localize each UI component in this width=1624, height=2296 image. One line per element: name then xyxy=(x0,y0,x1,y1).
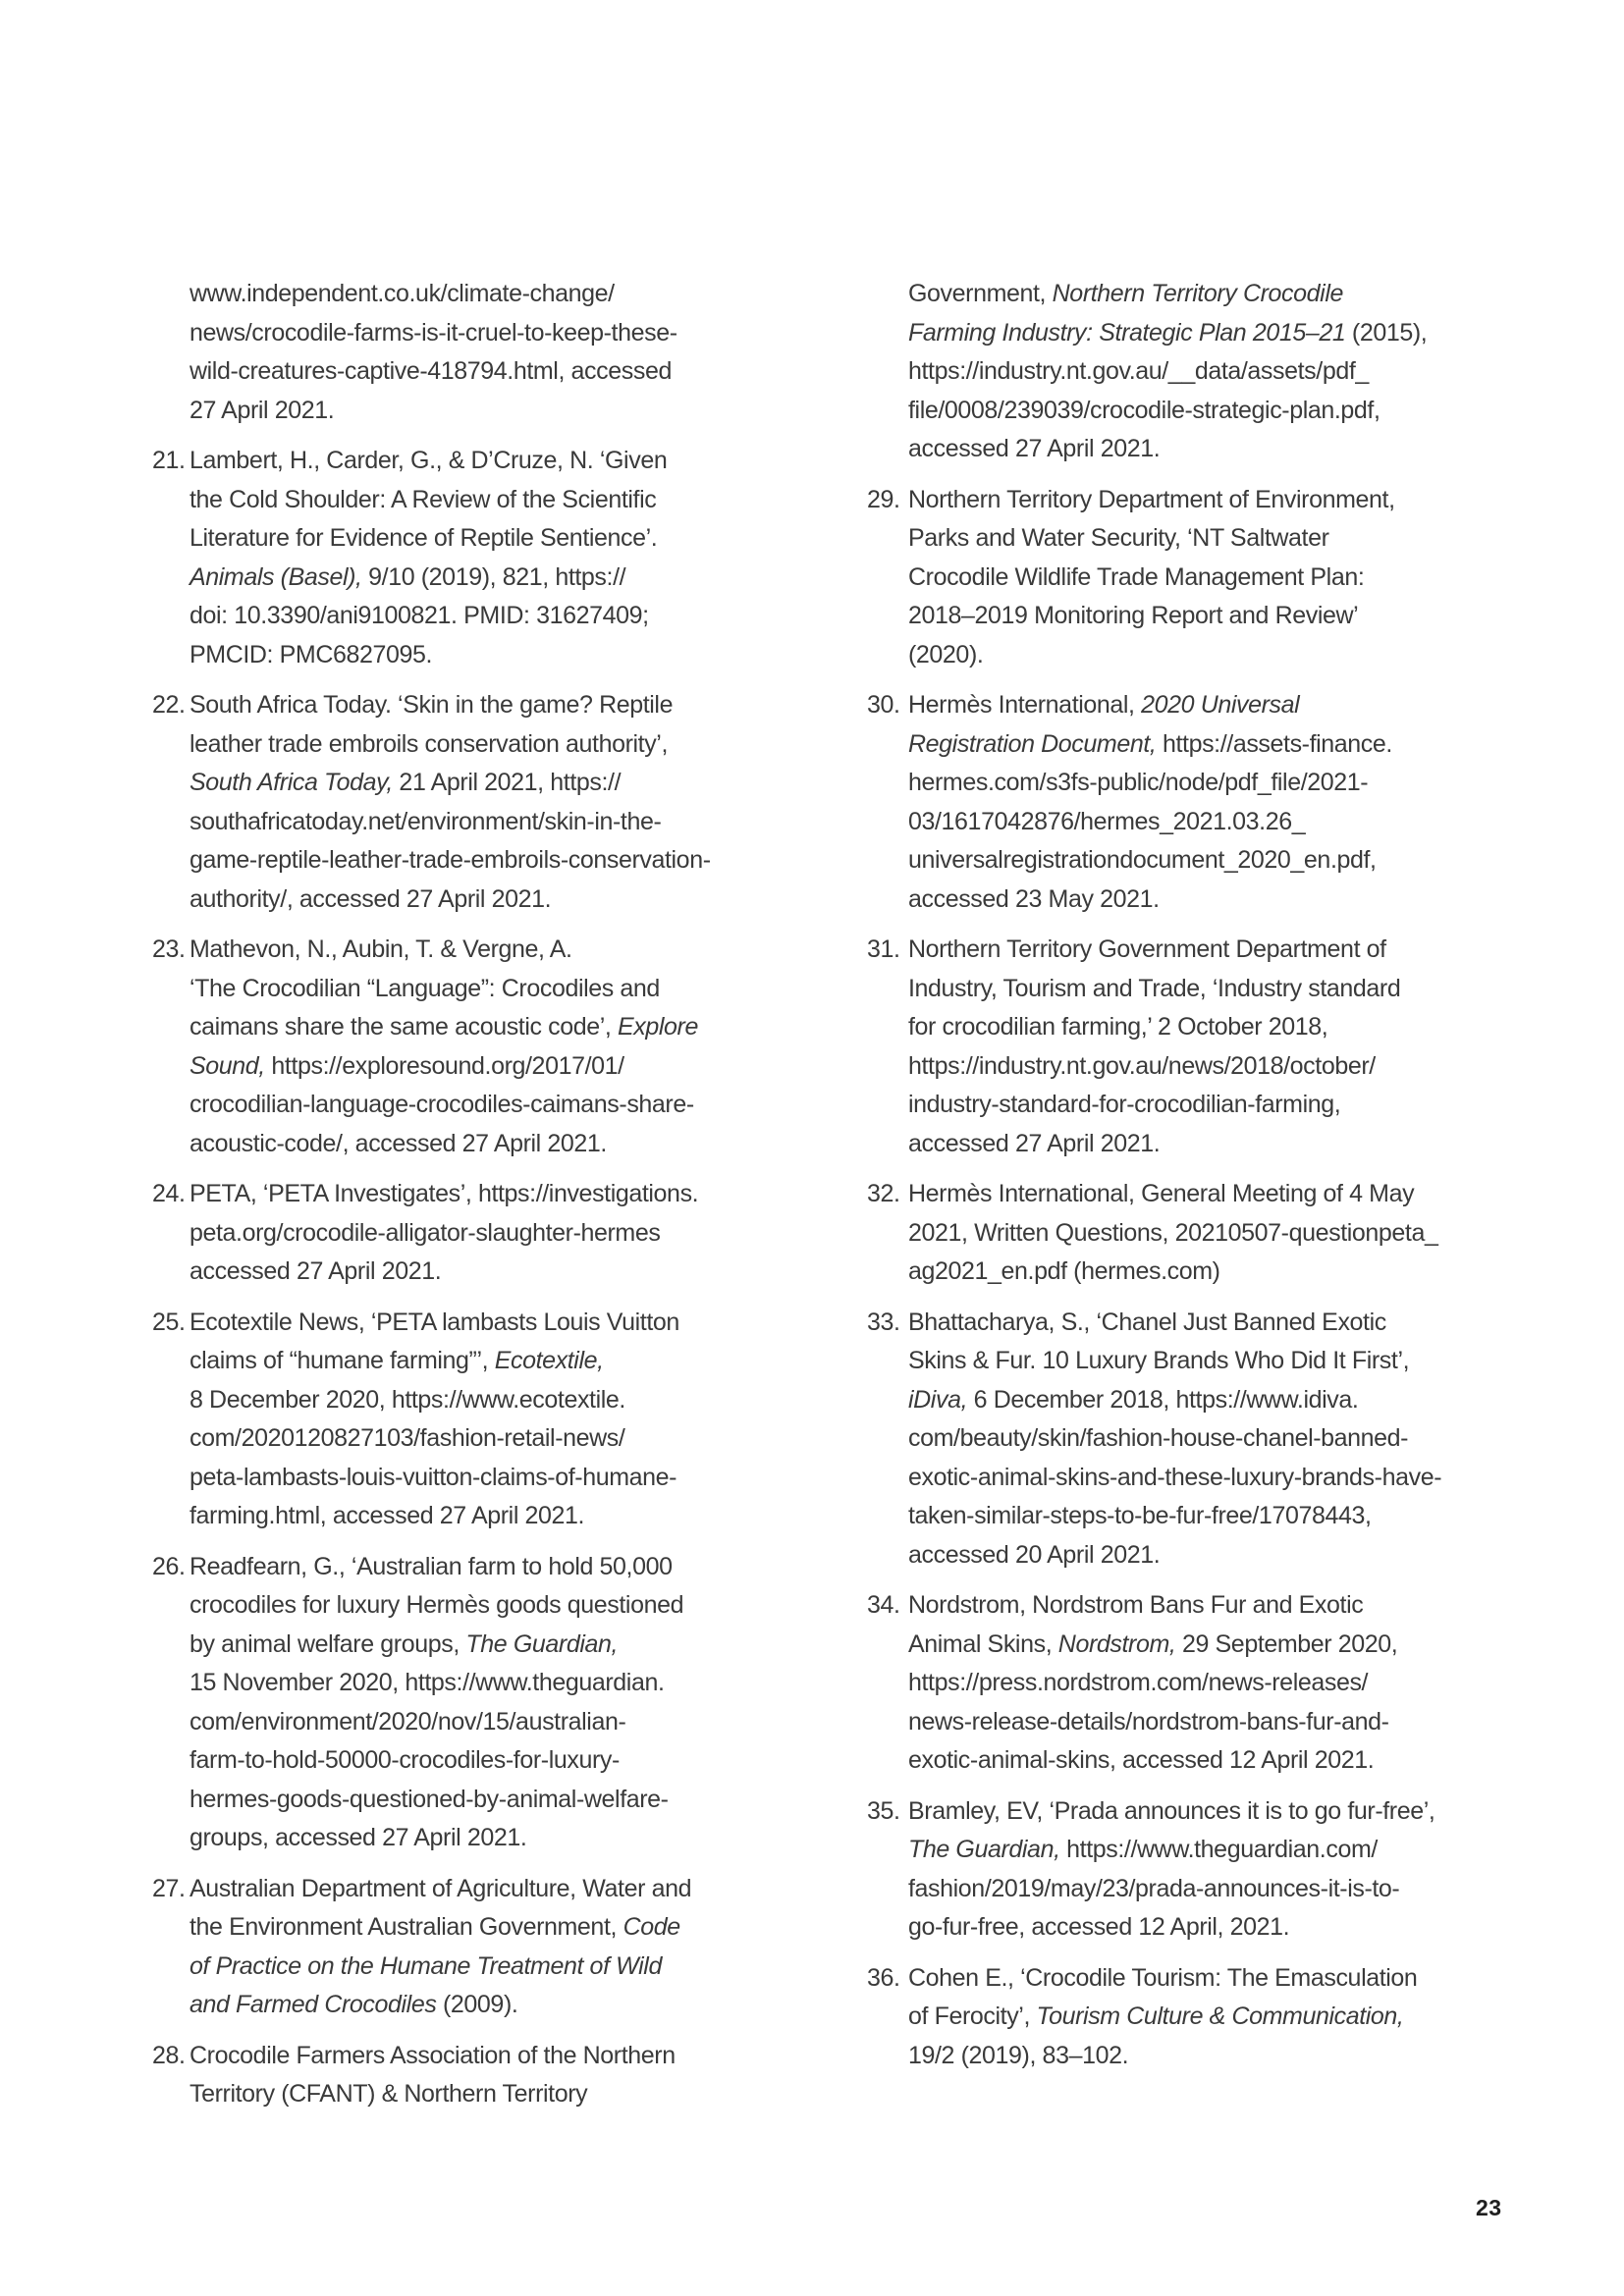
reference-text-italic: Explore xyxy=(618,1013,698,1041)
reference-text: industry-standard-for-crocodilian-farming, xyxy=(908,1091,1341,1118)
reference-entry xyxy=(152,931,854,1163)
references-left-column xyxy=(152,275,854,2126)
reference-text: hermes.com/s3fs-public/node/pdf_file/2021- xyxy=(908,769,1369,796)
reference-number: 26. xyxy=(152,1552,186,1580)
reference-line xyxy=(189,1008,854,1047)
reference-number: 33. xyxy=(867,1308,900,1336)
reference-line xyxy=(189,442,854,481)
reference-number: 32. xyxy=(867,1180,900,1207)
reference-text: accessed 27 April 2021. xyxy=(908,435,1161,462)
reference-text-italic: South Africa Today, xyxy=(189,769,393,796)
reference-text: Crocodile Wildlife Trade Management Plan: xyxy=(908,562,1365,591)
reference-line xyxy=(908,559,1594,598)
reference-text: authority/, accessed 27 April 2021. xyxy=(189,884,552,913)
reference-text: southafricatoday.net/environment/skin-in-the- xyxy=(189,807,662,835)
reference-text: hermes-goods-questioned-by-animal-welfare- xyxy=(189,1785,669,1813)
reference-text: farming.html, accessed 27 April 2021. xyxy=(189,1502,585,1529)
reference-line xyxy=(908,931,1594,970)
reference-line xyxy=(908,1342,1594,1381)
reference-text: 15 November 2020, https://www.theguardian. xyxy=(189,1669,665,1696)
reference-text: accessed 20 April 2021. xyxy=(908,1540,1161,1569)
reference-text: 9/10 (2019), 821, https:// xyxy=(361,562,626,591)
reference-text-italic: Animals (Basel), xyxy=(189,562,362,591)
reference-number: 27. xyxy=(152,1874,186,1902)
reference-text: com/2020120827103/fashion-retail-news/ xyxy=(189,1424,625,1452)
reference-text: 27 April 2021. xyxy=(189,396,335,424)
reference-line xyxy=(189,2075,854,2114)
reference-line xyxy=(189,1086,854,1125)
reference-line xyxy=(189,1948,854,1987)
reference-text: Lambert, H., Carder, G., & D’Cruze, N. ‘Given xyxy=(189,447,668,474)
reference-line xyxy=(908,881,1594,920)
reference-line xyxy=(908,392,1594,431)
reference-line xyxy=(908,1998,1594,2037)
reference-text: fashion/2019/may/23/prada-announces-it-is-to- xyxy=(908,1874,1400,1902)
reference-line xyxy=(908,1536,1594,1575)
reference-line xyxy=(189,803,854,842)
reference-line xyxy=(189,1459,854,1498)
reference-line xyxy=(189,1253,854,1292)
reference-line xyxy=(189,1304,854,1343)
reference-text: by animal welfare groups, xyxy=(189,1629,466,1658)
reference-text: wild-creatures-captive-418794.html, accessed xyxy=(189,357,672,385)
reference-text: exotic-animal-skins, accessed 12 April 2021. xyxy=(908,1746,1375,1774)
reference-entry xyxy=(152,1548,854,1858)
reference-text: peta.org/crocodile-alligator-slaughter-hermes xyxy=(189,1218,661,1247)
reference-line xyxy=(189,881,854,920)
reference-line xyxy=(908,1741,1594,1781)
reference-text-italic: 2020 Universal xyxy=(1141,691,1300,719)
reference-line xyxy=(908,1497,1594,1536)
reference-entry xyxy=(867,686,1594,919)
reference-line xyxy=(908,1792,1594,1832)
reference-line xyxy=(189,1626,854,1665)
reference-number: 36. xyxy=(867,1963,900,1992)
reference-text: Australian Department of Agriculture, Water and xyxy=(189,1874,692,1902)
reference-text: crocodilian-language-crocodiles-caimans-share- xyxy=(189,1091,694,1118)
reference-line xyxy=(189,597,854,636)
reference-number: 30. xyxy=(867,691,900,719)
reference-text: 21 April 2021, https:// xyxy=(392,769,622,796)
reference-text: caimans share the same acoustic code’, xyxy=(189,1013,619,1041)
reference-text-italic: iDiva, xyxy=(908,1385,968,1414)
reference-line xyxy=(189,1819,854,1858)
reference-line xyxy=(908,1626,1594,1665)
reference-text: com/environment/2020/nov/15/australian- xyxy=(189,1707,626,1735)
reference-line xyxy=(189,481,854,520)
reference-text: game-reptile-leather-trade-embroils-conservation- xyxy=(189,846,711,874)
reference-text-italic: Farming Industry: Strategic Plan 2015–21 xyxy=(908,318,1346,347)
reference-line xyxy=(189,2037,854,2076)
reference-line xyxy=(189,725,854,765)
reference-line xyxy=(189,1419,854,1459)
reference-number: 22. xyxy=(152,691,186,719)
reference-line xyxy=(908,803,1594,842)
reference-text: groups, accessed 27 April 2021. xyxy=(189,1824,527,1851)
reference-text: 2018–2019 Monitoring Report and Review’ xyxy=(908,602,1359,629)
reference-text-italic: Nordstrom, xyxy=(1057,1629,1176,1658)
reference-text: accessed 23 May 2021. xyxy=(908,884,1160,913)
reference-text: 6 December 2018, https://www.idiva. xyxy=(967,1385,1359,1414)
reference-text: leather trade embroils conservation authority’, xyxy=(189,729,669,758)
reference-text: for crocodilian farming,’ 2 October 2018, xyxy=(908,1013,1328,1041)
reference-text: South Africa Today. ‘Skin in the game? Reptile xyxy=(189,691,674,719)
reference-text-italic: Ecotextile, xyxy=(494,1347,604,1374)
reference-line xyxy=(908,1175,1594,1214)
reference-entry xyxy=(867,481,1594,675)
page-number: 23 xyxy=(1476,2195,1502,2220)
reference-text: taken-similar-steps-to-be-fur-free/17078443, xyxy=(908,1502,1372,1529)
reference-line xyxy=(908,1831,1594,1870)
reference-line xyxy=(189,1497,854,1536)
reference-number: 34. xyxy=(867,1591,900,1619)
reference-text: Animal Skins, xyxy=(908,1629,1058,1658)
reference-text: https://press.nordstrom.com/news-releases/ xyxy=(908,1669,1369,1696)
reference-text: 03/1617042876/hermes_2021.03.26_ xyxy=(908,807,1306,835)
reference-line xyxy=(189,1908,854,1948)
reference-line xyxy=(908,352,1594,392)
reference-line xyxy=(189,1047,854,1087)
reference-text-italic: The Guardian, xyxy=(908,1836,1060,1863)
reference-line xyxy=(908,314,1594,353)
reference-text: doi: 10.3390/ani9100821. PMID: 31627409; xyxy=(189,602,649,629)
reference-line xyxy=(189,392,854,431)
reference-entry xyxy=(867,1586,1594,1781)
reference-text: exotic-animal-skins-and-these-luxury-brands-have- xyxy=(908,1463,1442,1491)
reference-line xyxy=(908,1664,1594,1703)
reference-text: Territory (CFANT) & Northern Territory xyxy=(189,2080,588,2108)
reference-entry xyxy=(867,1959,1594,2076)
reference-text: Readfearn, G., ‘Australian farm to hold 50,000 xyxy=(189,1552,673,1580)
reference-line xyxy=(908,597,1594,636)
reference-entry xyxy=(867,275,1594,469)
reference-text: ag2021_en.pdf (hermes.com) xyxy=(908,1257,1220,1285)
reference-line xyxy=(189,1175,854,1214)
reference-line xyxy=(189,559,854,598)
reference-text: (2020). xyxy=(908,640,984,668)
reference-text: Industry, Tourism and Trade, ‘Industry standard xyxy=(908,974,1401,1002)
reference-text: peta-lambasts-louis-vuitton-claims-of-humane- xyxy=(189,1463,677,1491)
reference-text: Nordstrom, Nordstrom Bans Fur and Exotic xyxy=(908,1591,1364,1619)
reference-text: PMCID: PMC6827095. xyxy=(189,640,433,668)
reference-entry xyxy=(152,1175,854,1292)
reference-text: 2021, Written Questions, 20210507-questionpeta_ xyxy=(908,1218,1438,1247)
reference-text: 19/2 (2019), 83–102. xyxy=(908,2041,1129,2069)
reference-number: 28. xyxy=(152,2041,186,2069)
reference-line xyxy=(908,430,1594,469)
reference-text: Hermès International, General Meeting of 4 May xyxy=(908,1180,1415,1207)
reference-text: Hermès International, xyxy=(908,691,1142,719)
reference-text: Ecotextile News, ‘PETA lambasts Louis Vuitton xyxy=(189,1308,679,1336)
reference-text: news-release-details/nordstrom-bans-fur-and- xyxy=(908,1707,1389,1735)
reference-line xyxy=(908,1125,1594,1164)
reference-line xyxy=(908,1703,1594,1742)
reference-line xyxy=(908,1419,1594,1459)
reference-text-italic: Sound, xyxy=(189,1051,265,1080)
reference-line xyxy=(189,275,854,314)
reference-text: https://assets-finance. xyxy=(1156,729,1392,758)
reference-line xyxy=(908,686,1594,725)
reference-text: (2009). xyxy=(436,1991,518,2018)
reference-text-italic: Tourism Culture & Communication, xyxy=(1036,2002,1404,2030)
reference-text: farm-to-hold-50000-crocodiles-for-luxury- xyxy=(189,1746,620,1774)
reference-entry xyxy=(867,931,1594,1163)
reference-number: 21. xyxy=(152,447,186,474)
reference-line xyxy=(189,1381,854,1420)
reference-text: https://industry.nt.gov.au/__data/assets/pdf_ xyxy=(908,357,1369,385)
reference-line xyxy=(189,970,854,1009)
reference-line xyxy=(189,1703,854,1742)
reference-line xyxy=(189,1342,854,1381)
reference-entry xyxy=(867,1175,1594,1292)
reference-line xyxy=(189,1586,854,1626)
reference-text: file/0008/239039/crocodile-strategic-plan.pdf, xyxy=(908,396,1380,424)
reference-text: accessed 27 April 2021. xyxy=(189,1257,442,1285)
reference-text: accessed 27 April 2021. xyxy=(908,1129,1161,1157)
reference-text: Mathevon, N., Aubin, T. & Vergne, A. xyxy=(189,935,572,963)
reference-text: ‘The Crocodilian “Language”: Crocodiles and xyxy=(189,974,660,1002)
reference-line xyxy=(908,1304,1594,1343)
reference-text: Parks and Water Security, ‘NT Saltwater xyxy=(908,524,1329,552)
reference-line xyxy=(908,1870,1594,1909)
reference-text: Bramley, EV, ‘Prada announces it is to go fur-free’, xyxy=(908,1796,1435,1825)
reference-text-italic: The Guardian, xyxy=(465,1629,619,1658)
reference-line xyxy=(189,764,854,803)
reference-number: 25. xyxy=(152,1308,186,1336)
reference-text: claims of “humane farming”’, xyxy=(189,1347,495,1374)
reference-entry xyxy=(152,275,854,430)
reference-text: Cohen E., ‘Crocodile Tourism: The Emasculation xyxy=(908,1963,1418,1992)
reference-line xyxy=(189,314,854,353)
reference-entry xyxy=(867,1304,1594,1575)
reference-text: PETA, ‘PETA Investigates’, https://investigations. xyxy=(189,1180,699,1207)
reference-text: https://industry.nt.gov.au/news/2018/october/ xyxy=(908,1051,1376,1080)
reference-line xyxy=(908,764,1594,803)
reference-text: the Environment Australian Government, xyxy=(189,1913,623,1941)
reference-line xyxy=(908,1047,1594,1087)
reference-text: Literature for Evidence of Reptile Sentience’. xyxy=(189,524,658,552)
references-right-column xyxy=(867,275,1594,2087)
reference-text-italic: and Farmed Crocodiles xyxy=(189,1991,437,2018)
reference-line xyxy=(908,725,1594,765)
reference-line xyxy=(189,1741,854,1781)
reference-number: 31. xyxy=(867,935,900,963)
reference-text: com/beauty/skin/fashion-house-chanel-banned- xyxy=(908,1424,1409,1452)
reference-line xyxy=(908,841,1594,881)
reference-text: https://exploresound.org/2017/01/ xyxy=(264,1051,624,1080)
reference-text-italic: of Practice on the Humane Treatment of Wild xyxy=(189,1951,662,1980)
reference-line xyxy=(189,686,854,725)
reference-text: Bhattacharya, S., ‘Chanel Just Banned Exotic xyxy=(908,1308,1386,1336)
reference-line xyxy=(908,1214,1594,1254)
reference-line xyxy=(908,1586,1594,1626)
reference-text: www.independent.co.uk/climate-change/ xyxy=(189,280,615,307)
reference-text: 29 September 2020, xyxy=(1175,1629,1398,1658)
reference-number: 35. xyxy=(867,1796,900,1825)
reference-line xyxy=(189,1781,854,1820)
reference-line xyxy=(908,481,1594,520)
reference-line xyxy=(189,1664,854,1703)
reference-line xyxy=(908,1459,1594,1498)
reference-line xyxy=(908,275,1594,314)
reference-text: the Cold Shoulder: A Review of the Scientific xyxy=(189,485,657,513)
reference-entry xyxy=(867,1792,1594,1948)
reference-line xyxy=(908,1959,1594,1999)
reference-text: Northern Territory Department of Environment, xyxy=(908,485,1395,513)
reference-line xyxy=(908,636,1594,675)
reference-line xyxy=(189,841,854,881)
reference-line xyxy=(189,1986,854,2025)
reference-text: Crocodile Farmers Association of the Northern xyxy=(189,2041,676,2069)
reference-number: 29. xyxy=(867,485,900,513)
reference-line xyxy=(189,636,854,675)
reference-entry xyxy=(152,1870,854,2025)
reference-text: go-fur-free, accessed 12 April, 2021. xyxy=(908,1913,1290,1941)
reference-entry xyxy=(152,2037,854,2114)
reference-entry xyxy=(152,686,854,919)
reference-text: of Ferocity’, xyxy=(908,2002,1037,2030)
reference-line xyxy=(189,352,854,392)
reference-line xyxy=(908,2037,1594,2076)
reference-text: news/crocodile-farms-is-it-cruel-to-keep-these- xyxy=(189,318,677,347)
reference-text: universalregistrationdocument_2020_en.pdf, xyxy=(908,846,1377,874)
reference-text: Government, xyxy=(908,280,1053,307)
reference-text-italic: Registration Document, xyxy=(908,729,1157,758)
reference-text: https://www.theguardian.com/ xyxy=(1059,1836,1378,1863)
reference-number: 23. xyxy=(152,935,186,963)
reference-line xyxy=(908,519,1594,559)
reference-line xyxy=(908,1086,1594,1125)
reference-line xyxy=(189,1548,854,1587)
reference-line xyxy=(908,1253,1594,1292)
reference-line xyxy=(189,1214,854,1254)
reference-line xyxy=(908,1381,1594,1420)
reference-text-italic: Code xyxy=(623,1913,680,1941)
reference-text: Skins & Fur. 10 Luxury Brands Who Did It First’, xyxy=(908,1347,1410,1374)
reference-text: Northern Territory Government Department of xyxy=(908,935,1386,963)
reference-text: 8 December 2020, https://www.ecotextile. xyxy=(189,1385,625,1414)
reference-text: (2015), xyxy=(1345,318,1428,347)
reference-text: crocodiles for luxury Hermès goods questioned xyxy=(189,1591,684,1619)
reference-entry xyxy=(152,1304,854,1536)
reference-number: 24. xyxy=(152,1180,186,1207)
reference-line xyxy=(189,519,854,559)
reference-line xyxy=(189,1870,854,1909)
reference-line xyxy=(189,1125,854,1164)
reference-line xyxy=(908,970,1594,1009)
reference-line xyxy=(908,1008,1594,1047)
reference-line xyxy=(908,1908,1594,1948)
reference-text-italic: Northern Territory Crocodile xyxy=(1052,280,1343,307)
reference-line xyxy=(189,931,854,970)
reference-entry xyxy=(152,442,854,674)
reference-text: acoustic-code/, accessed 27 April 2021. xyxy=(189,1129,607,1157)
